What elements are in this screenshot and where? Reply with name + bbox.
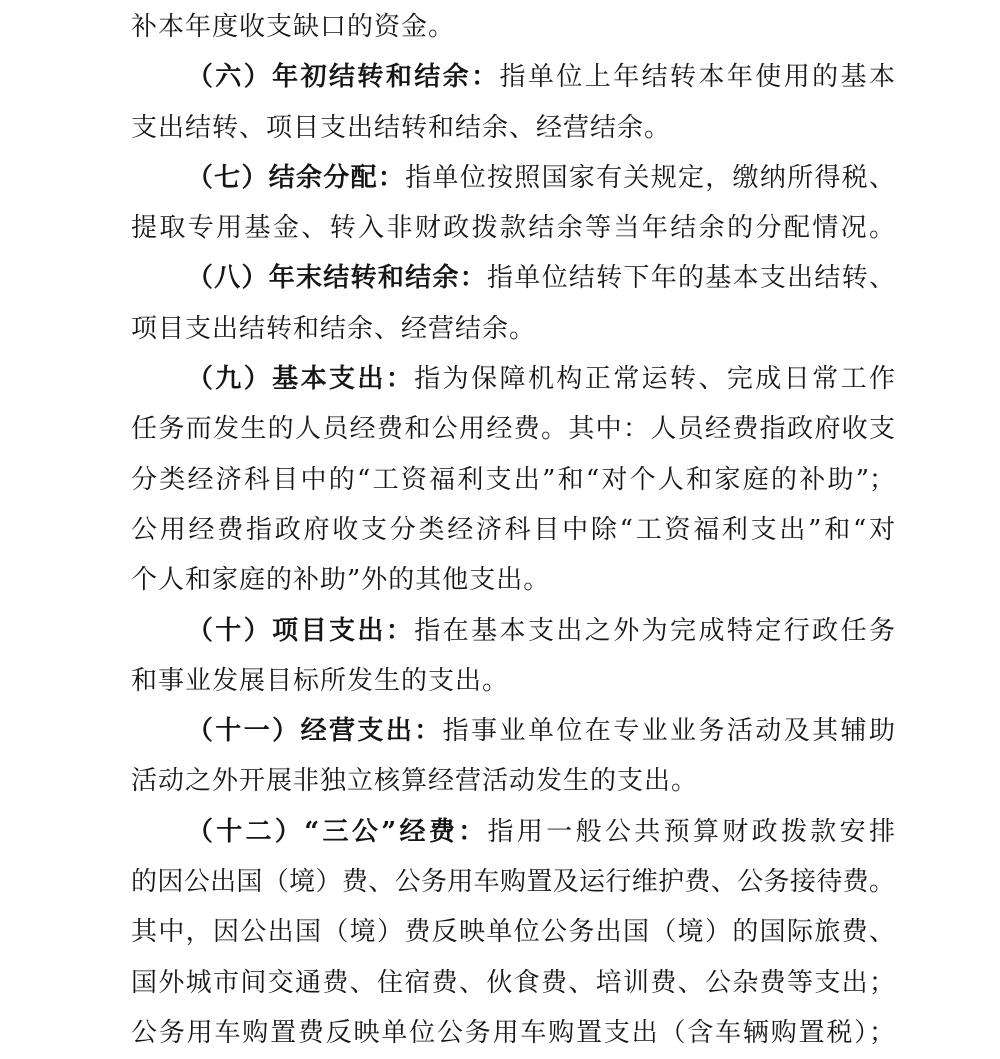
body-text: 国外城市间交通费、住宿费、伙食费、培训费、公杂费等支出； — [131, 967, 895, 998]
text-line — [131, 103, 895, 153]
text-line — [131, 253, 895, 303]
body-text: 个人和家庭的补助”外的其他支出。 — [131, 565, 551, 596]
body-text: 指单位按照国家有关规定，缴纳所得税、 — [405, 162, 895, 193]
body-text: 分类经济科目中的“工资福利支出”和“对个人和家庭的补助”； — [131, 464, 895, 495]
body-text: 活动之外开展非独立核算经营活动发生的支出。 — [131, 766, 699, 797]
body-text: 指单位结转下年的基本支出结转、 — [487, 263, 895, 294]
text-line — [131, 153, 895, 203]
text-line — [131, 907, 895, 957]
body-text: 指在基本支出之外为完成特定行政任务 — [414, 615, 895, 646]
text-line — [131, 354, 895, 404]
body-text: 指用一般公共预算财政拨款安排 — [487, 816, 895, 847]
text-line — [131, 606, 895, 656]
text-line — [131, 304, 895, 354]
body-text: 支出结转、项目支出结转和结余、经营结余。 — [131, 112, 672, 143]
text-line — [131, 455, 895, 505]
definition-term-heading: （十一）经营支出： — [186, 716, 443, 747]
body-text: 和事业发展目标所发生的支出。 — [131, 665, 510, 696]
body-text: 提取专用基金、转入非财政拨款结余等当年结余的分配情况。 — [131, 213, 895, 244]
body-text: 指事业单位在专业业务活动及其辅助 — [442, 716, 895, 747]
body-text: 任务而发生的人员经费和公用经费。其中：人员经费指政府收支 — [131, 414, 895, 445]
text-line — [131, 203, 895, 253]
document-text-block — [131, 2, 895, 1058]
text-line — [131, 2, 895, 52]
text-line — [131, 505, 895, 555]
definition-term-heading: （十）项目支出： — [186, 615, 415, 646]
body-text: 其中，因公出国（境）费反映单位公务出国（境）的国际旅费、 — [131, 917, 895, 948]
definition-term-heading: （九）基本支出： — [186, 364, 415, 395]
text-line — [131, 404, 895, 454]
body-text: 补本年度收支缺口的资金。 — [131, 12, 456, 42]
text-line — [131, 656, 895, 706]
body-text: 指单位上年结转本年使用的基本 — [499, 62, 895, 93]
body-text: 指为保障机构正常运转、完成日常工作 — [414, 364, 895, 395]
text-line — [131, 807, 895, 857]
body-text: 公务用车购置费反映单位公务用车购置支出（含车辆购置税）； — [131, 1017, 895, 1048]
definition-term-heading: （八）年末结转和结余： — [186, 263, 488, 294]
definition-term-heading: （七）结余分配： — [186, 162, 406, 193]
text-line — [131, 1008, 895, 1058]
definition-term-heading: （十二）“三公”经费： — [186, 816, 488, 847]
text-line — [131, 857, 895, 907]
text-line — [131, 756, 895, 806]
definition-term-heading: （六）年初结转和结余： — [186, 62, 500, 93]
body-text: 的因公出国（境）费、公务用车购置及运行维护费、公务接待费。 — [131, 867, 895, 898]
text-line — [131, 52, 895, 102]
body-text: 项目支出结转和结余、经营结余。 — [131, 313, 537, 344]
text-line — [131, 958, 895, 1008]
text-line — [131, 555, 895, 605]
text-line — [131, 706, 895, 756]
body-text: 公用经费指政府收支分类经济科目中除“工资福利支出”和“对 — [131, 514, 895, 545]
